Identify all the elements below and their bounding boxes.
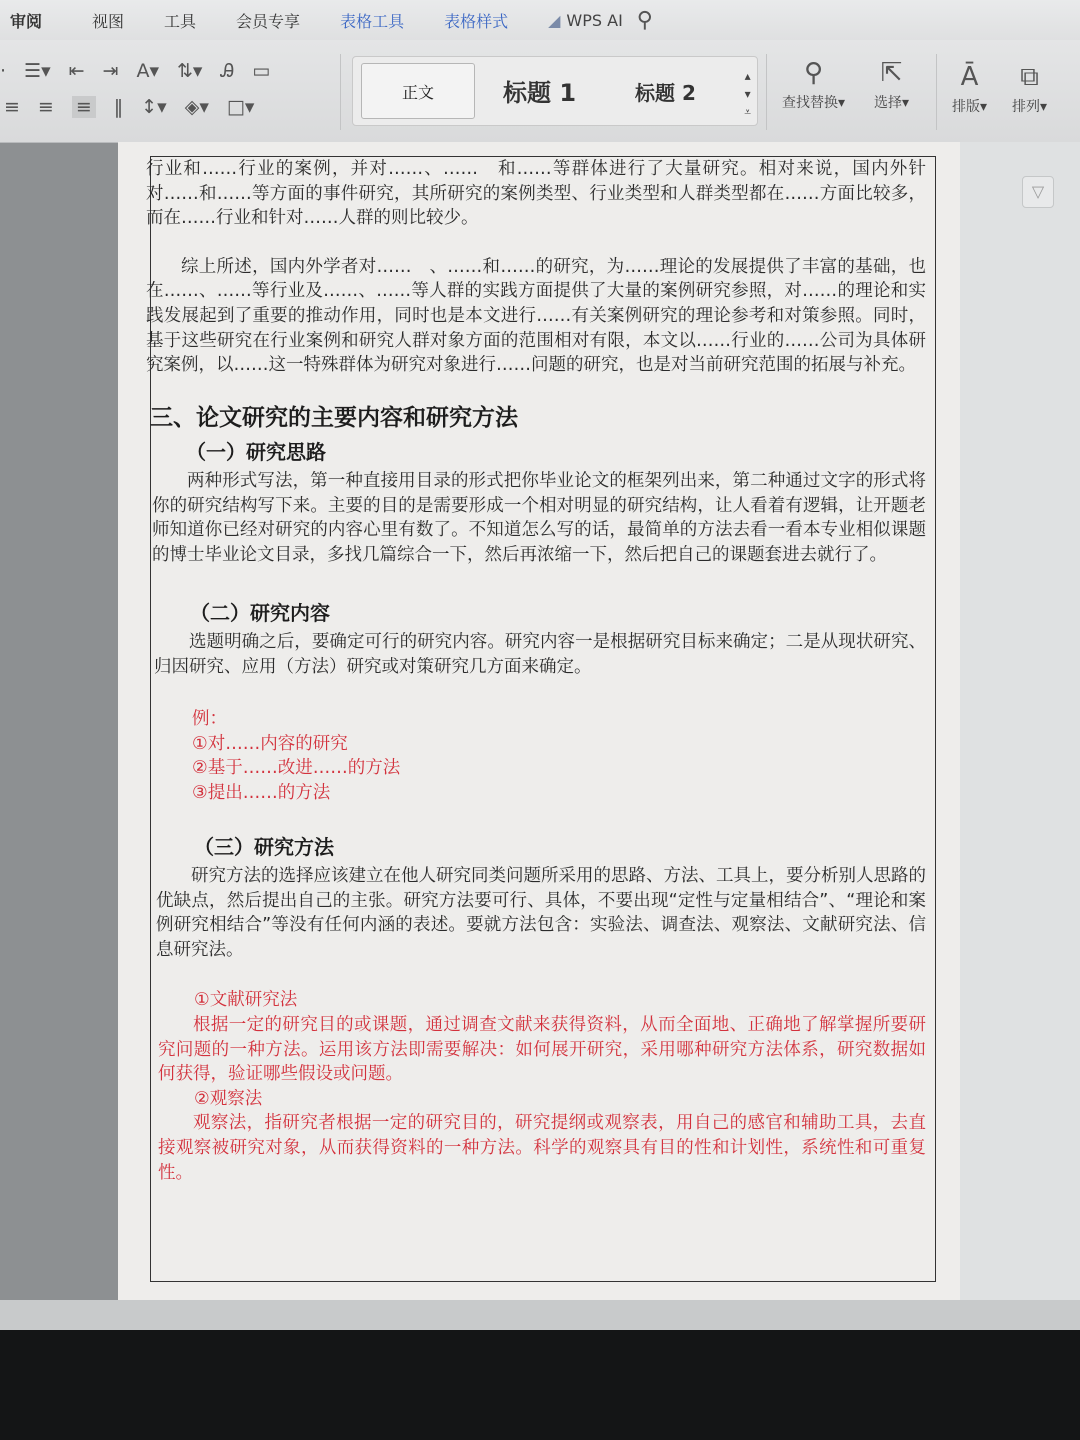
- align-left-icon[interactable]: ≡: [4, 96, 20, 118]
- paragraph-continued: 行业和……行业的案例，并对……、…… 和……等群体进行了大量研究。相对来说，国内外针对……和……等方面的事件研究，其所研究的案例类型、行业类型和人群类型都在……方面比较多，而在……行业和针对……人群的则比较少。: [146, 159, 926, 229]
- divider: [936, 54, 937, 130]
- layout-icon: Ā: [960, 62, 979, 92]
- divider: [766, 54, 767, 130]
- justify-icon[interactable]: ≡: [72, 96, 96, 118]
- right-panel: [960, 142, 1080, 1302]
- font-size-icon[interactable]: A▾: [136, 60, 160, 82]
- style-heading-2[interactable]: 标题 2: [635, 81, 696, 105]
- sub-heading-approach: （一）研究思路: [186, 440, 326, 465]
- document-content[interactable]: [146, 157, 926, 1185]
- sort-icon[interactable]: ⇅▾: [177, 60, 203, 82]
- table-icon[interactable]: ▭: [252, 60, 271, 82]
- find-replace-button[interactable]: ⚲ 查找替换▾: [782, 58, 846, 111]
- select-label: 选择: [874, 95, 902, 111]
- example-item: ①对……内容的研究: [192, 733, 348, 754]
- increase-indent-icon[interactable]: ⇥: [102, 60, 119, 82]
- wps-ai-icon: ◢: [548, 10, 561, 30]
- paragraph-method: 研究方法的选择应该建立在他人研究同类问题所采用的思路、方法、工具上，要分析别人思路的优缺点，然后提出自己的主张。研究方法要可行、具体，不要出现“定性与定量相结合”、“理论和案例研究相结合”等没有任何内涵的表述。要就方法包含：实验法、调查法、观察法、文献研究法、信息研究法。: [156, 866, 926, 960]
- filter-icon[interactable]: ▽: [1022, 176, 1054, 208]
- decrease-indent-icon[interactable]: ⇤: [68, 60, 85, 82]
- example-label: 例：: [192, 709, 227, 730]
- numbered-list-icon[interactable]: ☰▾: [24, 60, 51, 82]
- cursor-icon: ⇱: [880, 58, 903, 88]
- example-block: [146, 707, 926, 805]
- paragraph-content: 选题明确之后，要确定可行的研究内容。研究内容一是根据研究目标来确定；二是从现状研究、归因研究、应用（方法）研究或对策研究几方面来确定。: [154, 631, 926, 677]
- method-literature-text: 根据一定的研究目的或课题，通过调查文献来获得资料，从而全面地、正确地了解掌握所要研究问题的一种方法。运用该方法即需要解决：如何展开研究，采用哪种研究方法体系，研究数据如何获得，验证哪些假设或问题。: [158, 1015, 926, 1085]
- layout-label: 排版: [952, 99, 980, 115]
- menu-bar: [0, 0, 1080, 40]
- divider: [340, 54, 341, 130]
- ribbon-row-1: [0, 60, 270, 82]
- menu-view[interactable]: 视图: [92, 11, 125, 31]
- method-literature-title: ①文献研究法: [194, 990, 298, 1011]
- align-center-icon[interactable]: ≡: [37, 96, 54, 118]
- method-observation-text: 观察法，指研究者根据一定的研究目的，研究提纲或观察表，用自己的感官和辅助工具，去直接观察被研究对象，从而获得资料的一种方法。科学的观察具有目的性和计划性，系统性和可重复性。: [158, 1113, 926, 1183]
- menu-table-style[interactable]: 表格样式: [444, 11, 509, 31]
- style-gallery-scroll[interactable]: ▴ ▾ ⩡: [744, 69, 751, 119]
- example-item: ③提出……的方法: [192, 782, 331, 803]
- wps-ai-label: WPS AI: [566, 10, 623, 30]
- layout-button[interactable]: Ā 排版▾: [952, 62, 988, 115]
- monitor-bezel: [0, 1330, 1080, 1440]
- style-heading-1[interactable]: 标题 1: [503, 79, 577, 107]
- find-replace-label: 查找替换: [782, 95, 838, 111]
- line-spacing-icon[interactable]: ↕▾: [141, 96, 167, 118]
- text-direction-icon[interactable]: Ꭿ: [220, 60, 235, 82]
- arrange-label: 排列: [1012, 99, 1040, 115]
- method-observation-title: ②观察法: [194, 1088, 263, 1109]
- style-gallery: [352, 56, 758, 126]
- distribute-icon[interactable]: ‖: [113, 96, 124, 118]
- paragraph-approach: 两种形式写法，第一种直接用目录的形式把你毕业论文的框架列出来，第二种通过文字的形式将你的研究结构写下来。主要的目的是需要形成一个相对明显的研究结构，让人看着有逻辑，让开题老师知道你已经对研究的内容心里有数了。不知道怎么写的话，最简单的方法去看一看本专业相似课题的博士毕业论文目录，多找几篇综合一下，然后再浓缩一下，然后把自己的课题套进去就行了。: [152, 470, 926, 565]
- section-heading: 三、论文研究的主要内容和研究方法: [150, 404, 518, 431]
- status-strip: [0, 1300, 1080, 1330]
- ribbon: [0, 40, 1080, 143]
- menu-table-tools[interactable]: 表格工具: [340, 11, 405, 31]
- menu-tools[interactable]: 工具: [164, 11, 197, 31]
- arrange-icon: ⧉: [1020, 62, 1039, 92]
- ribbon-row-2: [4, 96, 254, 118]
- search-icon[interactable]: ⚲: [636, 7, 653, 33]
- menu-member[interactable]: 会员专享: [236, 11, 301, 31]
- border-icon[interactable]: □▾: [226, 96, 255, 118]
- shading-icon[interactable]: ◈▾: [184, 96, 209, 118]
- menu-review[interactable]: 审阅: [10, 11, 43, 31]
- wps-ai-button[interactable]: [548, 11, 623, 30]
- magnifier-icon: ⚲: [803, 58, 824, 88]
- example-item: ②基于……改进……的方法: [192, 758, 401, 779]
- arrange-button[interactable]: ⧉ 排列▾: [1012, 62, 1048, 115]
- sub-heading-content: （二）研究内容: [190, 601, 330, 626]
- sub-heading-method: （三）研究方法: [194, 835, 334, 860]
- list-bullet-icon[interactable]: ⋅: [0, 60, 7, 82]
- select-button[interactable]: ⇱ 选择▾: [874, 58, 910, 111]
- style-normal[interactable]: 正文: [361, 63, 475, 119]
- paragraph-summary: 综上所述，国内外学者对…… 、……和……的研究，为……理论的发展提供了丰富的基础，也在……、……等行业及……、……等人群的实践方面提供了大量的案例研究参照，对……的理论和实践发展起到了重要的推动作用，同时也是本文进行……有关案例研究的理论参考和对策参照。同时，基于这些研究在行业案例和研究人群对象方面的范围相对有限，本文以……行业的……公司为具体研究案例，以……这一特殊群体为研究对象进行……问题的研究，也是对当前研究范围的拓展与补充。: [146, 256, 926, 376]
